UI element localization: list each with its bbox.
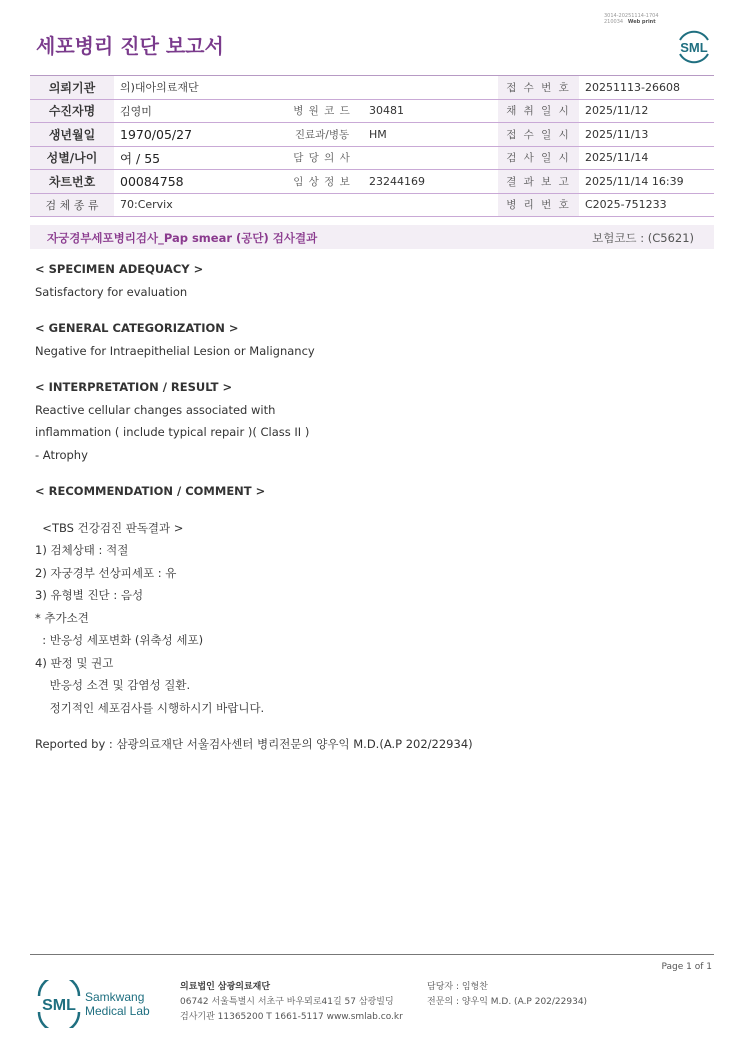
recommendation-line: 정기적인 세포검사를 시행하시기 바랍니다. [35, 700, 265, 715]
staff-in-charge: 담당자 : 임형찬 [427, 982, 488, 992]
org-name: 의료법인 삼광의료재단 [180, 982, 271, 992]
empty-cell [281, 76, 498, 100]
adequacy-text: Satisfactory for evaluation [35, 284, 188, 299]
page-number: Page 1 of 1 [661, 962, 712, 972]
footer-logo-sml: SML [42, 997, 76, 1014]
label-birth-date: 생년월일 [30, 123, 114, 147]
value-receipt-date: 2025/11/13 [579, 123, 714, 147]
section-heading-recommendation: < RECOMMENDATION / COMMENT > [35, 484, 266, 498]
label-patient-name: 수진자명 [30, 99, 114, 123]
footer-staff [427, 980, 587, 1010]
section-heading-adequacy: < SPECIMEN ADEQUACY > [35, 262, 204, 276]
value-clinical-info: 23244169 [363, 170, 498, 194]
value-requesting-institution: 의)대아의료재단 [114, 76, 281, 100]
recommendation-line: <TBS 건강검진 판독결과 > [35, 520, 184, 535]
footer-logo-name2: Medical Lab [85, 1004, 150, 1018]
footer-divider [30, 954, 714, 955]
value-doctor [363, 146, 498, 170]
footer-logo-name1: Samkwang [85, 990, 145, 1004]
samkwang-logo-icon [35, 980, 160, 1028]
info-row [30, 146, 714, 170]
label-chart-number: 차트번호 [30, 170, 114, 194]
label-receipt-date: 접 수 일 시 [498, 123, 579, 147]
label-sex-age: 성별/나이 [30, 146, 114, 170]
sml-logo-text: SML [680, 40, 708, 55]
interpretation-line: inflammation ( include typical repair )( Class II ) [35, 425, 310, 439]
value-specimen-type: 70:Cervix [114, 193, 281, 217]
interpretation-line: Reactive cellular changes associated with [35, 402, 276, 417]
value-birth-date: 1970/05/27 [114, 123, 281, 147]
value-test-date: 2025/11/14 [579, 146, 714, 170]
label-test-date: 검 사 일 시 [498, 146, 579, 170]
stamp-line1: 3014-20251114-1704 [604, 13, 659, 19]
value-result-report: 2025/11/14 16:39 [579, 170, 714, 194]
footer-organization [180, 980, 403, 1025]
value-patient-name: 김영미 [114, 99, 281, 123]
label-clinical-info: 임 상 정 보 [281, 170, 363, 194]
label-receipt-number: 접 수 번 호 [498, 76, 579, 100]
sml-logo-icon [674, 26, 714, 66]
info-row [30, 99, 714, 123]
label-pathology-number: 병 리 번 호 [498, 193, 579, 217]
org-contact: 검사기관 11365200 T 1661-5117 www.smlab.co.kr [180, 1012, 403, 1022]
stamp-line2: 210034 Web print [604, 19, 656, 25]
value-collection-date: 2025/11/12 [579, 99, 714, 123]
label-hospital-code: 병 원 코 드 [281, 99, 363, 123]
info-row [30, 123, 714, 147]
test-title-bar [30, 225, 714, 249]
categorization-text: Negative for Intraepithelial Lesion or Malignancy [35, 343, 315, 358]
recommendation-line: * 추가소견 [35, 610, 89, 625]
value-hospital-code: 30481 [363, 99, 498, 123]
recommendation-line: 3) 유형별 진단 : 음성 [35, 588, 144, 602]
label-requesting-institution: 의뢰기관 [30, 76, 114, 100]
value-department: HM [363, 123, 498, 147]
org-address: 06742 서울특별시 서초구 바우뫼로41길 57 삼광빌딩 [180, 997, 394, 1007]
info-row [30, 193, 714, 217]
section-heading-categorization: < GENERAL CATEGORIZATION > [35, 321, 239, 335]
empty-cell [281, 193, 498, 217]
specialist: 전문의 : 양우익 M.D. (A.P 202/22934) [427, 997, 588, 1007]
insurance-code: 보험코드 : (C5621) [592, 231, 694, 245]
info-row [30, 170, 714, 194]
test-name: 자궁경부세포병리검사_Pap smear (공단) 검사결과 [47, 231, 318, 245]
value-sex-age: 여 / 55 [114, 146, 281, 170]
info-row [30, 76, 714, 100]
recommendation-line: 2) 자궁경부 선상피세포 : 유 [35, 565, 177, 580]
recommendation-line: 1) 검체상태 : 적절 [35, 543, 129, 557]
print-stamp [604, 13, 659, 25]
recommendation-line: : 반응성 세포변화 (위축성 세포) [35, 633, 204, 647]
recommendation-line: 4) 판정 및 권고 [35, 655, 114, 670]
recommendation-line: 반응성 소견 및 감염성 질환. [35, 678, 191, 692]
label-doctor: 담 당 의 사 [281, 146, 363, 170]
value-receipt-number: 20251113-26608 [579, 76, 714, 100]
label-collection-date: 채 취 일 시 [498, 99, 579, 123]
label-department: 진료과/병동 [281, 123, 363, 147]
page-title: 세포병리 진단 보고서 [36, 34, 224, 58]
label-result-report: 결 과 보 고 [498, 170, 579, 194]
section-heading-interpretation: < INTERPRETATION / RESULT > [35, 380, 233, 394]
value-pathology-number: C2025-751233 [579, 193, 714, 217]
report-body [35, 258, 695, 756]
value-chart-number: 00084758 [114, 170, 281, 194]
label-specimen-type: 검 체 종 류 [30, 193, 114, 217]
patient-info-table [30, 75, 714, 217]
reported-by: Reported by : 삼광의료재단 서울검사센터 병리전문의 양우익 M.D.(A.P 202/22934) [35, 737, 473, 751]
interpretation-line: - Atrophy [35, 447, 88, 462]
